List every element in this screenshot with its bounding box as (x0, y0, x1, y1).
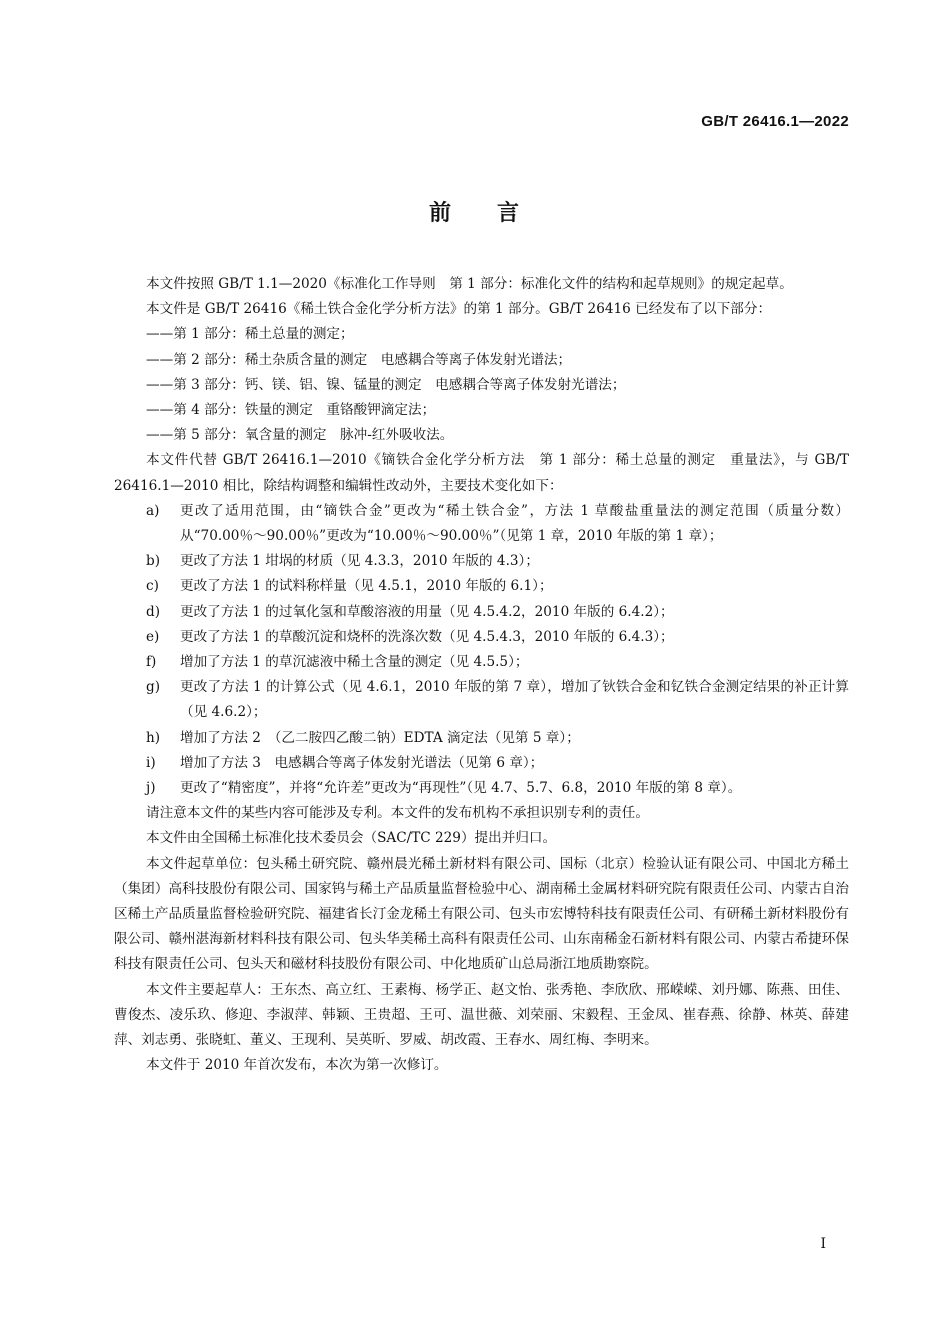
change-label: d) (146, 603, 161, 620)
change-list-item (114, 625, 849, 650)
part-list-item: ——第 4 部分：铁量的测定 重铬酸钾滴定法； (146, 402, 436, 419)
change-list-item (114, 650, 849, 675)
standard-code: GB/T 26416.1—2022 (701, 113, 849, 130)
change-text: 更改了方法 1 的计算公式（见 4.6.1，2010 年版的第 7 章），增加了钬铁合金和钇铁合金测定结果的补正计算（见 4.6.2）； (180, 679, 849, 721)
paragraph-replacement: 本文件代替 GB/T 26416.1—2010《镝铁合金化学分析方法 第 1 部分：稀土总量的测定 重量法》，与 GB/T 26416.1—2010 相比，除结构调整和编辑性改动外，主要技术变化如下： (114, 452, 849, 494)
part-list-item: ——第 5 部分：氧含量的测定 脉冲-红外吸收法。 (146, 427, 454, 444)
foreword-body (114, 272, 849, 1079)
change-text: 增加了方法 1 的草沉滤液中稀土含量的测定（见 4.5.5）； (180, 654, 529, 671)
change-label: j) (146, 780, 156, 797)
change-text: 更改了方法 1 坩埚的材质（见 4.3.3，2010 年版的 4.3）； (180, 553, 539, 570)
change-text: 更改了方法 1 的草酸沉淀和烧杯的洗涤次数（见 4.5.4.3，2010 年版的 6.4.3）； (180, 628, 674, 645)
change-list-item (114, 574, 849, 599)
paragraph-committee: 本文件由全国稀土标准化技术委员会（SAC/TC 229）提出并归口。 (146, 830, 557, 847)
change-label: b) (146, 553, 161, 570)
change-text: 更改了适用范围，由“镝铁合金”更改为“稀土铁合金”，方法 1 草酸盐重量法的测定范围（质量分数）从“70.00％～90.00％”更改为“10.00％～90.00％”（见第 1 章，2010 年版的第 1 章）； (180, 502, 849, 545)
change-text: 更改了方法 1 的试料称样量（见 4.5.1，2010 年版的 6.1）； (180, 578, 553, 595)
change-label: c) (146, 578, 159, 595)
change-label: h) (146, 729, 161, 746)
change-list-item (114, 600, 849, 625)
paragraph-drafting-units: 本文件起草单位：包头稀土研究院、赣州晨光稀土新材料有限公司、国标（北京）检验认证有限公司、中国北方稀土（集团）高科技股份有限公司、国家钨与稀土产品质量监督检验中心、湖南稀土金属材料研究院有限责任公司、内蒙古自治区稀土产品质量监督检验研究院、福建省长汀金龙稀土有限公司、包头市宏博特科技有限责任公司、有研稀土新材料股份有限公司、赣州湛海新材料科技有限公司、包头华美稀土高科有限责任公司、山东南稀金石新材料有限公司、内蒙古希捷环保科技有限责任公司、包头天和磁材科技股份有限公司、中化地质矿山总局浙江地质勘察院。 (114, 855, 849, 973)
change-text: 增加了方法 3 电感耦合等离子体发射光谱法（见第 6 章）； (180, 754, 544, 771)
part-list-item: ——第 3 部分：钙、镁、铝、镍、锰量的测定 电感耦合等离子体发射光谱法； (146, 376, 626, 393)
part-list-item: ——第 1 部分：稀土总量的测定； (146, 326, 354, 343)
change-text: 更改了方法 1 的过氧化氢和草酸溶液的用量（见 4.5.4.2，2010 年版的 6.4.2）； (180, 603, 674, 620)
change-label: f) (146, 654, 157, 671)
change-list-item (114, 776, 849, 801)
change-label: g) (146, 679, 161, 696)
change-list-item (114, 549, 849, 574)
change-list-item (114, 675, 849, 725)
paragraph-drafters: 本文件主要起草人：王东杰、高立红、王素梅、杨学正、赵文怡、张秀艳、李欣欣、邢嵘嵘、刘丹娜、陈燕、田佳、曹俊杰、凌乐玖、修迎、李淑萍、韩颖、王贵超、王可、温世薇、刘荣丽、宋毅程、王金凤、崔春燕、徐静、林英、薛建萍、刘志勇、张晓虹、董义、王现利、吴英昕、罗威、胡改霞、王春水、周红梅、李明来。 (114, 981, 849, 1049)
section-title-part2: 言 (497, 201, 522, 226)
change-list-item (114, 499, 849, 549)
page-number: I (820, 1236, 826, 1252)
part-list-item: ——第 2 部分：稀土杂质含量的测定 电感耦合等离子体发射光谱法； (146, 351, 572, 368)
change-text: 增加了方法 2 （乙二胺四乙酸二钠）EDTA 滴定法（见第 5 章）； (180, 729, 580, 746)
change-label: a) (146, 502, 160, 519)
section-title-part1: 前 (428, 201, 453, 226)
change-list-item (114, 751, 849, 776)
change-label: i) (146, 754, 156, 771)
change-text: 更改了“精密度”，并将“允许差”更改为“再现性”（见 4.7、5.7、6.8，2010 年版的第 8 章）。 (180, 780, 742, 797)
paragraph-patent-notice: 请注意本文件的某些内容可能涉及专利。本文件的发布机构不承担识别专利的责任。 (146, 805, 649, 822)
change-list-item (114, 726, 849, 751)
paragraph-series-intro: 本文件是 GB/T 26416《稀土铁合金化学分析方法》的第 1 部分。GB/T 26416 已经发布了以下部分： (146, 301, 772, 318)
paragraph-drafting-rules: 本文件按照 GB/T 1.1—2020《标准化工作导则 第 1 部分：标准化文件的结构和起草规则》的规定起草。 (146, 276, 793, 292)
section-title (0, 196, 950, 227)
paragraph-publication-history: 本文件于 2010 年首次发布，本次为第一次修订。 (146, 1057, 448, 1074)
change-label: e) (146, 628, 160, 645)
